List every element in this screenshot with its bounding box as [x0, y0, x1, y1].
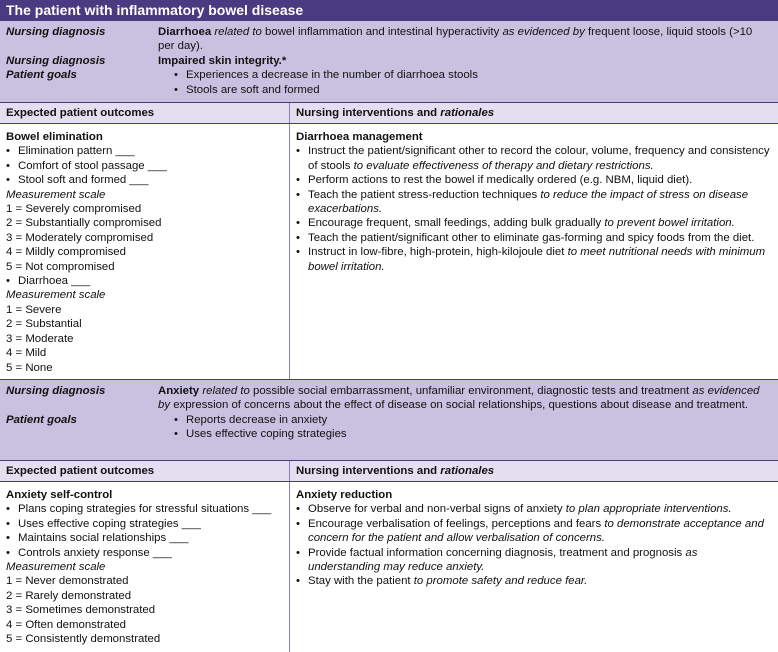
goal-item: • Experiences a decrease in the number of diarrhoea stools — [174, 68, 770, 82]
intervention-item: • Stay with the patient to promote safety and reduce fear. — [296, 574, 772, 588]
outcome-item: • Maintains social relationships ___ — [6, 531, 283, 545]
outcome-list — [6, 144, 283, 187]
outcomes-header: Expected patient outcomes — [0, 461, 290, 481]
scale-item: 2 = Substantially compromised — [6, 217, 162, 230]
outcomes-column — [0, 482, 290, 652]
diagnosis-text-2: Impaired skin integrity.* — [158, 54, 287, 67]
interventions-header: Nursing interventions and rationales — [296, 107, 495, 119]
intervention-title: Diarrhoea management — [296, 131, 423, 143]
intervention-item: • Provide factual information concerning diagnosis, treatment and prognosis as understanding may reduce anxiety. — [296, 546, 772, 575]
scale-item: 5 = None — [6, 361, 53, 374]
goals-row — [0, 68, 778, 97]
outcome-item: • Uses effective coping strategies ___ — [6, 517, 283, 531]
outcome-list — [6, 502, 283, 560]
scale-item: 5 = Not compromised — [6, 260, 115, 273]
scale-item: 1 = Never demonstrated — [6, 575, 129, 588]
section-body-1 — [0, 124, 778, 380]
intervention-list — [296, 502, 772, 588]
goals-label: Patient goals — [6, 413, 77, 426]
diagnosis-row — [0, 25, 778, 54]
outcomes-header: Expected patient outcomes — [0, 103, 290, 123]
scale-label: Measurement scale — [6, 289, 106, 302]
outcome-item: • Controls anxiety response ___ — [6, 546, 283, 560]
intervention-item: • Observe for verbal and non-verbal signs of anxiety to plan appropriate interventions. — [296, 502, 772, 516]
intervention-item: • Encourage frequent, small feedings, adding bulk gradually to prevent bowel irritation. — [296, 216, 772, 230]
scale-item: 4 = Often demonstrated — [6, 618, 126, 631]
scale-item: 1 = Severely compromised — [6, 203, 142, 216]
outcome-title: Bowel elimination — [6, 131, 103, 143]
scale-item: 4 = Mild — [6, 347, 47, 360]
intervention-item: • Teach the patient/significant other to eliminate gas-forming and spicy foods from the diet. — [296, 231, 772, 245]
diagnosis-label: Nursing diagnosis — [6, 26, 106, 38]
interventions-column — [290, 124, 778, 379]
goals-label: Patient goals — [6, 69, 77, 82]
outcome-title: Anxiety self-control — [6, 489, 113, 501]
diagnosis-row — [0, 384, 778, 413]
goals-row — [0, 413, 778, 442]
interventions-column — [290, 482, 778, 652]
goals-list — [158, 68, 770, 97]
outcomes-column — [0, 124, 290, 379]
outcome-item: • Diarrhoea ___ — [6, 274, 283, 288]
outcome-item: • Comfort of stool passage ___ — [6, 159, 283, 173]
scale-item: 1 = Severe — [6, 303, 62, 316]
intervention-title: Anxiety reduction — [296, 489, 393, 501]
intervention-item: • Perform actions to rest the bowel if medically ordered (e.g. NBM, liquid diet). — [296, 173, 772, 187]
outcome-item: • Stool soft and formed ___ — [6, 173, 283, 187]
diagnosis-band-1 — [0, 21, 778, 103]
scale-item: 2 = Substantial — [6, 318, 82, 331]
outcome-item: • Plans coping strategies for stressful situations ___ — [6, 502, 283, 516]
diagnosis-band-2 — [0, 380, 778, 461]
scale-label: Measurement scale — [6, 561, 106, 574]
intervention-item: • Instruct the patient/significant other to record the colour, volume, frequency and consistency of stools to evaluate effectiveness of therapy and dietary restrictions. — [296, 144, 772, 173]
intervention-item: • Instruct in low-fibre, high-protein, high-kilojoule diet to meet nutritional needs with minimum bowel irritation. — [296, 245, 772, 274]
interventions-header: Nursing interventions and rationales — [296, 465, 495, 477]
section-body-2 — [0, 482, 778, 652]
diagnosis-row-2 — [0, 54, 778, 68]
goal-item: • Uses effective coping strategies — [174, 427, 770, 441]
goal-item: • Stools are soft and formed — [174, 83, 770, 97]
diagnosis-label-2: Nursing diagnosis — [6, 54, 106, 67]
scale-label: Measurement scale — [6, 188, 106, 201]
scale-item: 3 = Sometimes demonstrated — [6, 604, 156, 617]
table-title: The patient with inflammatory bowel disease — [0, 0, 778, 21]
intervention-item: • Encourage verbalisation of feelings, perceptions and fears to demonstrate acceptance and concern for the patient and allow verbalisation of concerns. — [296, 517, 772, 546]
scale-item: 5 = Consistently demonstrated — [6, 633, 161, 646]
outcome-item: • Elimination pattern ___ — [6, 144, 283, 158]
goal-item: • Reports decrease in anxiety — [174, 413, 770, 427]
goals-list — [158, 413, 770, 442]
column-header-2 — [0, 461, 778, 482]
scale-item: 3 = Moderate — [6, 332, 74, 345]
scale-item: 4 = Mildly compromised — [6, 246, 126, 259]
intervention-list — [296, 144, 772, 274]
scale-item: 3 = Moderately compromised — [6, 231, 154, 244]
column-header-1 — [0, 103, 778, 124]
diagnosis-text: Anxiety related to possible social embarrassment, unfamiliar environment, diagnostic tests and treatment as evidenced by expression of concerns about the effect of disease on social relationships, questions about disease and treatment. — [158, 385, 760, 412]
diagnosis-label: Nursing diagnosis — [6, 385, 106, 397]
intervention-item: • Teach the patient stress-reduction techniques to reduce the impact of stress on disease exacerbations. — [296, 188, 772, 217]
diagnosis-text: Diarrhoea related to bowel inflammation and intestinal hyperactivity as evidenced by frequent loose, liquid stools (>10 per day). — [158, 26, 753, 53]
scale-item: 2 = Rarely demonstrated — [6, 589, 132, 602]
